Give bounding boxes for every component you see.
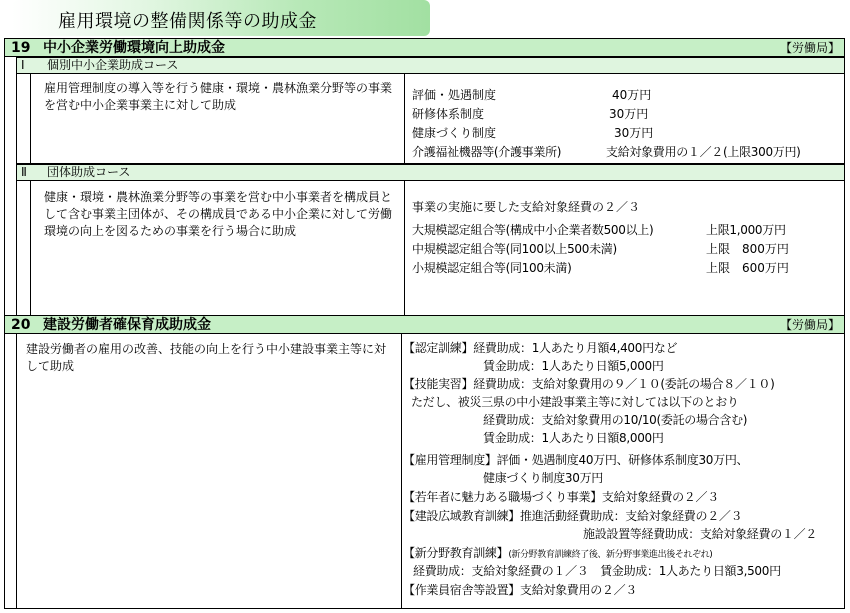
- section-20-detail-2: 賃金助成：1人あたり日額5,000円: [483, 359, 664, 373]
- section-19-header: [4, 38, 845, 57]
- course-2-detail-label-2: 中規模認定組合等(同100以上500未満): [412, 242, 617, 256]
- section-19-bureau: 【労働局】: [779, 41, 840, 55]
- course-2-detail-label-1: 大規模認定組合等(構成中小企業者数500以上): [412, 223, 654, 237]
- course-2-description: 健康・環境・農林漁業分野等の事業を営む中小事業者を構成員として含む事業主団体が、その構成員である中小企業に対して労働環境の向上を図るための事業を行う場合に助成: [44, 190, 393, 238]
- section-20-detail-7: 【雇用管理制度】評価・処遇制度40万円、研修体系制度30万円、: [403, 453, 749, 467]
- course-1-detail-amount-1: 40万円: [612, 88, 652, 102]
- section-20-detail-13: 経費助成：支給対象経費の１／３ 賃金助成：1人あたり日額3,500円: [413, 564, 781, 578]
- section-19-indent-line: [16, 57, 17, 315]
- course-1-description: 雇用管理制度の導入等を行う健康・環境・農林漁業分野等の事業を営む中小企業事業主に対して助成: [44, 81, 393, 112]
- course-2-numeral: Ⅱ: [21, 165, 27, 179]
- section-20-detail-4: ただし、被災三県の中小建設事業主等に対しては以下のとおり: [411, 395, 739, 409]
- course-1-detail-label-4: 介護福祉機器等(介護事業所): [412, 145, 562, 159]
- section-20-number: 20: [11, 317, 31, 333]
- course-2-detail-label-3: 小規模認定組合等(同100未満): [412, 261, 572, 275]
- section-19-title: 中小企業労働環境向上助成金: [43, 40, 225, 56]
- section-20-detail-14: 【作業員宿舎等設置】支給対象費用の２／３: [403, 583, 638, 597]
- course-2-detail-amount-1: 上限1,000万円: [706, 223, 786, 237]
- section-20-detail-3: 【技能実習】経費助成：支給対象費用の９／１０(委託の場合８／１０): [403, 377, 775, 391]
- section-20-detail-1: 【認定訓練】経費助成：1人あたり月額4,400円など: [403, 341, 678, 355]
- course-2-title: 団体助成コース: [47, 165, 131, 179]
- course-1-header: [16, 57, 845, 74]
- section-20-detail-5: 経費助成：支給対象費用の10/10(委託の場合含む): [483, 413, 748, 427]
- course-2-column-divider: [404, 181, 405, 315]
- section-20-bureau: 【労働局】: [779, 318, 840, 332]
- course-2-detail-amount-3: 上限 600万円: [706, 261, 789, 275]
- section-20-header: [4, 315, 845, 334]
- course-2-detail-amount-2: 上限 800万円: [706, 242, 789, 256]
- section-20-detail-8: 健康づくり制度30万円: [483, 471, 603, 485]
- section-20-detail-12-label: 【新分野教育訓練】: [403, 546, 509, 560]
- section-19-number: 19: [11, 40, 31, 56]
- course-1-detail-amount-4: 支給対象費用の１／２(上限300万円): [606, 145, 801, 159]
- course-1-detail-label-2: 研修体系制度: [412, 107, 485, 121]
- page-title: 雇用環境の整備関係等の助成金: [58, 11, 317, 32]
- course-1-indent-line: [30, 74, 31, 163]
- section-20-detail-9: 【若年者に魅力ある職場づくり事業】支給対象経費の２／３: [403, 490, 719, 504]
- section-20-column-divider: [401, 334, 402, 609]
- course-1-detail-amount-2: 30万円: [609, 107, 649, 121]
- section-20-detail-12: [403, 545, 712, 564]
- section-20-detail-10: 【建設広域教育訓練】推進活動経費助成：支給対象経費の２／３: [403, 509, 743, 523]
- section-20-detail-12-note: (新分野教育訓練終了後、新分野事業進出後それぞれ): [508, 550, 713, 560]
- course-2-indent-line: [30, 181, 31, 315]
- course-2-header: [16, 164, 845, 181]
- section-20-detail-6: 賃金助成：1人あたり日額8,000円: [483, 431, 664, 445]
- course-2-intro: 事業の実施に要した支給対象経費の２／３: [412, 200, 641, 214]
- section-20-description: 建設労働者の雇用の改善、技能の向上を行う中小建設事業主等に対して助成: [26, 342, 387, 373]
- course-1-detail-label-3: 健康づくり制度: [412, 126, 497, 140]
- course-1-title: 個別中小企業助成コース: [47, 58, 179, 72]
- course-1-column-divider: [404, 74, 405, 163]
- course-1-detail-amount-3: 30万円: [614, 126, 654, 140]
- section-20-detail-11: 施設設置等経費助成：支給対象経費の１／２: [583, 527, 818, 541]
- course-1-detail-label-1: 評価・処遇制度: [412, 88, 497, 102]
- page-title-banner: [12, 0, 430, 36]
- section-20-indent-line: [16, 334, 17, 609]
- course-1-numeral: Ⅰ: [21, 58, 25, 72]
- section-20-title: 建設労働者確保育成助成金: [43, 317, 211, 333]
